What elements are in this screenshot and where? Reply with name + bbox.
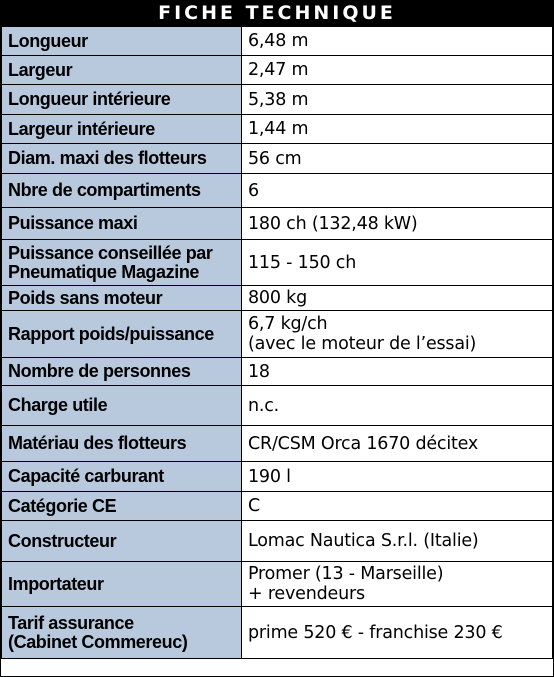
sheet-title: FICHE TECHNIQUE bbox=[1, 1, 553, 26]
spec-row bbox=[2, 462, 553, 492]
spec-row bbox=[2, 521, 553, 562]
spec-value-line: (avec le moteur de l’essai) bbox=[248, 334, 477, 354]
spec-label-line: Poids sans moteur bbox=[8, 287, 163, 308]
spec-value bbox=[242, 386, 553, 426]
spec-row bbox=[2, 174, 553, 208]
spec-label bbox=[2, 85, 242, 115]
spec-label-line: Charge utile bbox=[8, 395, 108, 415]
spec-label-line: Constructeur bbox=[8, 530, 117, 551]
spec-label bbox=[2, 115, 242, 144]
spec-label bbox=[2, 521, 242, 562]
spec-label-line: Rapport poids/puissance bbox=[8, 323, 214, 344]
spec-row bbox=[2, 240, 553, 286]
spec-value bbox=[242, 144, 553, 174]
spec-label-line: Largeur intérieure bbox=[8, 118, 155, 139]
spec-value bbox=[242, 208, 553, 240]
spec-value bbox=[242, 56, 553, 85]
spec-label-line: Nbre de compartiments bbox=[8, 180, 201, 200]
spec-value-line: 2,47 m bbox=[248, 60, 309, 80]
spec-row bbox=[2, 85, 553, 115]
spec-row bbox=[2, 607, 553, 659]
spec-row bbox=[2, 426, 553, 462]
spec-value bbox=[242, 174, 553, 208]
spec-row bbox=[2, 115, 553, 144]
spec-label bbox=[2, 358, 242, 386]
spec-value bbox=[242, 607, 553, 659]
spec-value bbox=[242, 492, 553, 521]
spec-label-line: Longueur bbox=[8, 30, 88, 51]
spec-row bbox=[2, 144, 553, 174]
spec-label bbox=[2, 386, 242, 426]
spec-value bbox=[242, 562, 553, 607]
spec-label bbox=[2, 426, 242, 462]
spec-label-line: (Cabinet Commereuc) bbox=[8, 631, 188, 652]
spec-label bbox=[2, 492, 242, 521]
spec-row bbox=[2, 386, 553, 426]
spec-row bbox=[2, 27, 553, 56]
spec-value-line: 6 bbox=[248, 180, 259, 201]
spec-row bbox=[2, 286, 553, 311]
spec-table-body bbox=[2, 27, 553, 659]
spec-value-line: 56 cm bbox=[248, 148, 302, 169]
spec-label bbox=[2, 56, 242, 85]
spec-label-line: Diam. maxi des flotteurs bbox=[8, 148, 207, 168]
spec-label-line: Catégorie CE bbox=[8, 495, 117, 516]
spec-label bbox=[2, 174, 242, 208]
spec-value-line: 18 bbox=[248, 361, 270, 382]
spec-value bbox=[242, 358, 553, 386]
spec-row bbox=[2, 492, 553, 521]
spec-value-line: n.c. bbox=[248, 395, 280, 416]
spec-label-line: Nombre de personnes bbox=[8, 361, 191, 381]
spec-row bbox=[2, 358, 553, 386]
spec-label-line: Longueur intérieure bbox=[8, 89, 171, 109]
spec-value-line: 115 - 150 ch bbox=[248, 252, 357, 273]
spec-value-line: prime 520 € - franchise 230 € bbox=[248, 622, 503, 643]
spec-label-line: Importateur bbox=[8, 573, 104, 594]
spec-value-line: Promer (13 - Marseille) bbox=[248, 564, 444, 584]
spec-label-line: Capacité carburant bbox=[8, 466, 164, 486]
spec-value-line: 1,44 m bbox=[248, 119, 309, 139]
spec-row bbox=[2, 208, 553, 240]
spec-value bbox=[242, 521, 553, 562]
spec-label bbox=[2, 144, 242, 174]
spec-label bbox=[2, 286, 242, 311]
spec-value-line: 6,48 m bbox=[248, 31, 309, 51]
spec-value-line: 5,38 m bbox=[248, 89, 309, 110]
spec-value bbox=[242, 27, 553, 56]
spec-label bbox=[2, 27, 242, 56]
spec-value bbox=[242, 85, 553, 115]
spec-value-line: 6,7 kg/ch bbox=[248, 314, 328, 334]
spec-row bbox=[2, 311, 553, 358]
spec-label bbox=[2, 607, 242, 659]
spec-label-line: Pneumatique Magazine bbox=[8, 261, 200, 282]
spec-value bbox=[242, 240, 553, 286]
spec-table bbox=[1, 26, 553, 659]
spec-value-line: CR/CSM Orca 1670 décitex bbox=[248, 433, 479, 454]
spec-value-line: Lomac Nautica S.r.l. (Italie) bbox=[248, 531, 479, 551]
spec-label bbox=[2, 208, 242, 240]
spec-label bbox=[2, 562, 242, 607]
spec-value bbox=[242, 426, 553, 462]
spec-label-line: Largeur bbox=[8, 59, 73, 80]
spec-value-line: C bbox=[248, 496, 261, 516]
spec-value bbox=[242, 311, 553, 358]
spec-label bbox=[2, 240, 242, 286]
spec-label-line: Puissance maxi bbox=[8, 213, 138, 233]
spec-value bbox=[242, 462, 553, 492]
spec-value bbox=[242, 286, 553, 311]
spec-value bbox=[242, 115, 553, 144]
spec-row bbox=[2, 56, 553, 85]
spec-label-line: Matériau des flotteurs bbox=[8, 433, 187, 453]
spec-label-line: Tarif assurance bbox=[8, 612, 134, 633]
spec-value-line: 180 ch (132,48 kW) bbox=[248, 213, 418, 234]
spec-value-line: 190 l bbox=[248, 466, 291, 487]
spec-label bbox=[2, 462, 242, 492]
spec-value-line: 800 kg bbox=[248, 288, 308, 308]
spec-row bbox=[2, 562, 553, 607]
spec-value-line: + revendeurs bbox=[248, 584, 365, 604]
spec-label bbox=[2, 311, 242, 358]
spec-label-line: Puissance conseillée par bbox=[8, 242, 213, 263]
